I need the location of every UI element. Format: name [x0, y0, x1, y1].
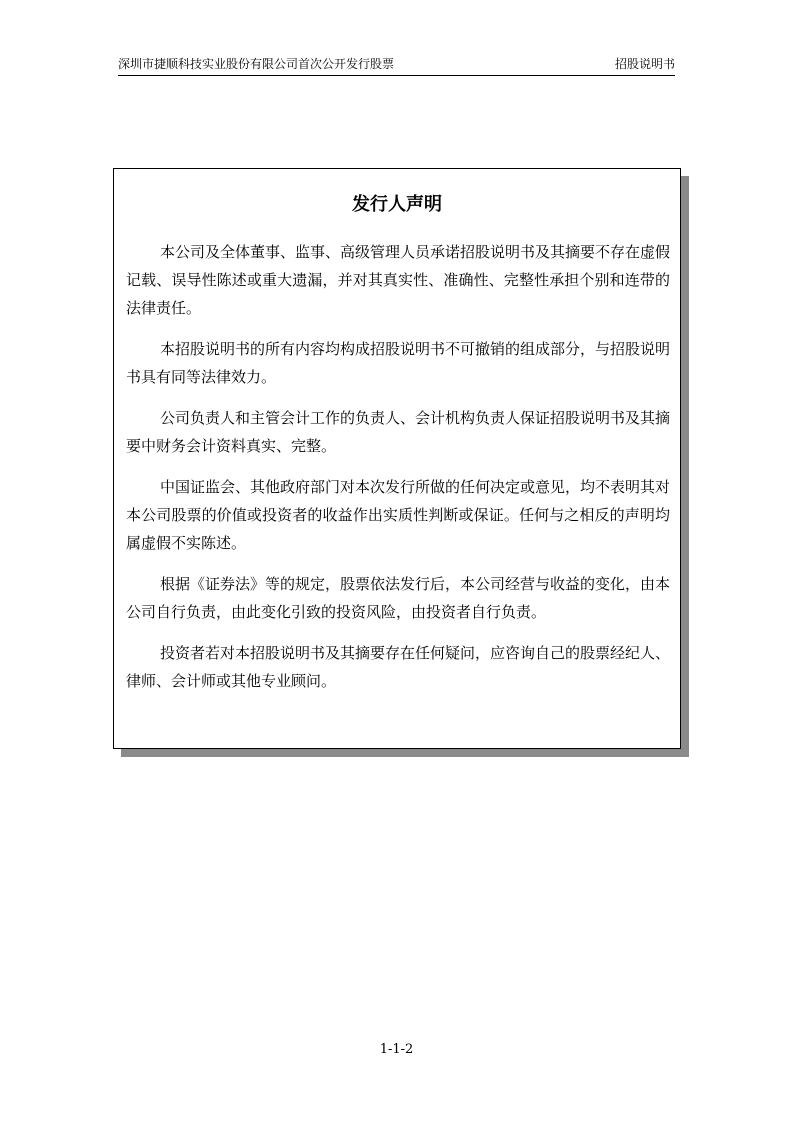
statement-paragraph: 根据《证券法》等的规定，股票依法发行后，本公司经营与收益的变化，由本公司自行负责，由此变化引致的投资风险，由投资者自行负责。 — [126, 575, 671, 621]
page-number: 1-1-2 — [379, 1042, 414, 1057]
statement-paragraph: 本招股说明书的所有内容均构成招股说明书不可撤销的组成部分，与招股说明书具有同等法律效力。 — [126, 340, 671, 386]
statement-paragraph: 投资者若对本招股说明书及其摘要存在任何疑问，应咨询自己的股票经纪人、律师、会计师或其他专业顾问。 — [126, 644, 671, 690]
statement-body — [126, 238, 670, 708]
statement-paragraph: 中国证监会、其他政府部门对本次发行所做的任何决定或意见，均不表明其对本公司股票的价值或投资者的收益作出实质性判断或保证。任何与之相反的声明均属虚假不实陈述。 — [126, 478, 671, 552]
statement-paragraph: 本公司及全体董事、监事、高级管理人员承诺招股说明书及其摘要不存在虚假记载、误导性陈述或重大遗漏，并对其真实性、准确性、完整性承担个别和连带的法律责任。 — [126, 243, 671, 317]
page-header — [118, 55, 675, 76]
header-company-title: 深圳市捷顺科技实业股份有限公司首次公开发行股票 — [118, 57, 395, 71]
statement-title: 发行人声明 — [352, 194, 442, 215]
statement-paragraph: 公司负责人和主管会计工作的负责人、会计机构负责人保证招股说明书及其摘要中财务会计资料真实、完整。 — [126, 409, 671, 455]
header-document-type: 招股说明书 — [614, 57, 675, 71]
issuer-statement-box — [113, 168, 681, 749]
